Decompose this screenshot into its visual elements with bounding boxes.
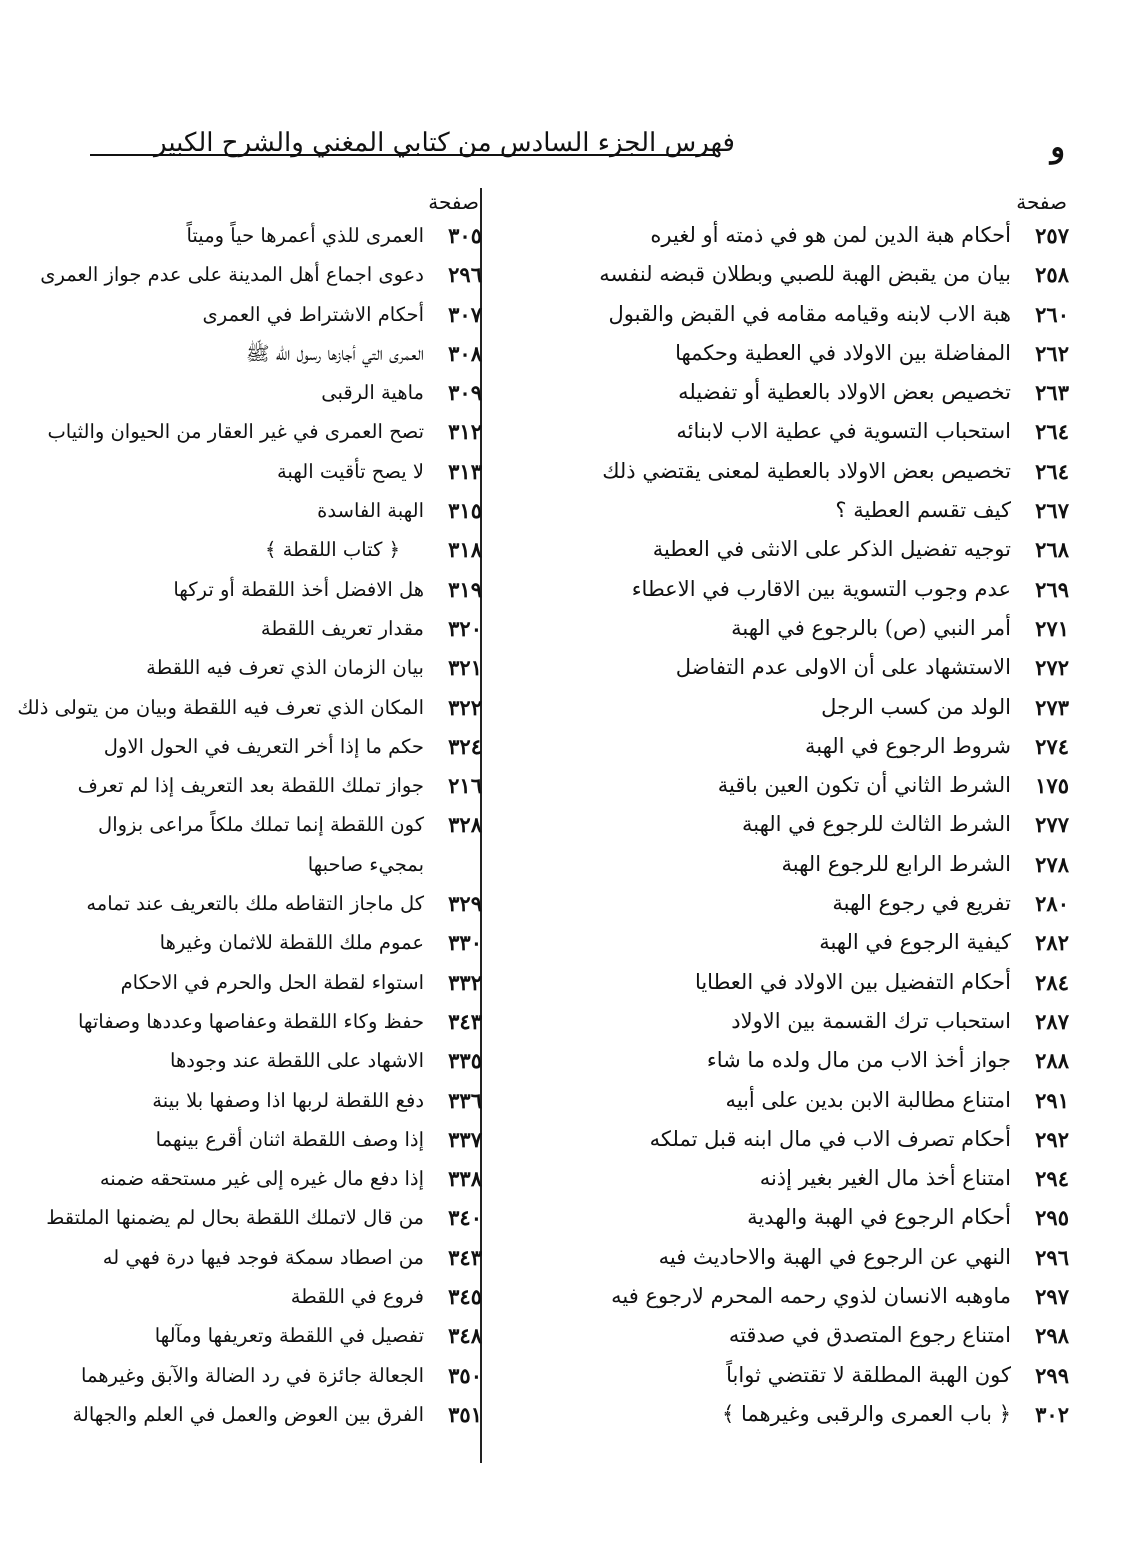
entry-title: تخصيص بعض الاولاد بالعطية لمعنى يقتضي ذلك (602, 458, 1011, 483)
entry-title: كل ماجاز التقاطه ملك بالتعريف عند تمامه (86, 892, 424, 916)
entry-title: جواز تملك اللقطة بعد التعريف إذا لم تعرف (77, 774, 424, 798)
entry-title: استحباب ترك القسمة بين الاولاد (731, 1008, 1011, 1033)
entry-title: مقدار تعريف اللقطة (260, 616, 424, 640)
entry-page-number: ٢٨٠ (1035, 891, 1069, 917)
entry-title: بمجيء صاحبها (307, 852, 424, 876)
index-entry (489, 295, 1069, 334)
index-entry (489, 1356, 1069, 1395)
entry-title: استحباب التسوية في عطية الاب لابنائه (676, 419, 1011, 444)
entry-title: الفرق بين العوض والعمل في العلم والجهالة (72, 1402, 424, 1426)
entry-page-number: ٢٨٤ (1035, 969, 1069, 995)
entry-title: تصح العمرى في غير العقار من الحيوان والثياب (47, 420, 424, 444)
index-entry (62, 1277, 482, 1316)
entry-title: كون الهبة المطلقة لا تقتضي ثواباً (726, 1362, 1011, 1387)
entry-page-number: ٣٤٨ (448, 1323, 482, 1349)
entry-page-number: ٣٥١ (448, 1401, 482, 1427)
index-entry (489, 963, 1069, 1002)
entry-title: تفصيل في اللقطة وتعريفها ومآلها (154, 1324, 424, 1348)
entry-title: إذا دفع مال غيره إلى غير مستحقه ضمنه (99, 1167, 424, 1191)
index-entry (62, 923, 482, 962)
index-entry (489, 1120, 1069, 1159)
index-entry (489, 727, 1069, 766)
entry-page-number: ٢٩٦ (448, 262, 482, 288)
entry-title: العمرى التي أجازها رسول الله ﷺ (246, 341, 424, 365)
section-heading: ﴿ كتاب اللقطة ﴾ (264, 538, 400, 562)
entry-page-number: ٣١٣ (448, 458, 482, 484)
entry-title: توجيه تفضيل الذكر على الانثى في العطية (652, 537, 1011, 562)
entry-page-number: ٢٧٣ (1035, 694, 1069, 720)
entry-title: من اصطاد سمكة فوجد فيها درة فهي له (102, 1245, 424, 1269)
entry-page-number: ٢٨٨ (1035, 1048, 1069, 1074)
index-entry (489, 923, 1069, 962)
entry-page-number: ٢٦٨ (1035, 537, 1069, 563)
entry-page-number: ٣٠٢ (1035, 1401, 1069, 1427)
entry-page-number: ٣٤٣ (448, 1244, 482, 1270)
entry-page-number: ٢٩٦ (1035, 1244, 1069, 1270)
index-entry (62, 1002, 482, 1041)
page-title: فهرس الجزء السادس من كتابي المغني والشرح الكبير (153, 128, 735, 158)
entry-page-number: ٢٨٢ (1035, 930, 1069, 956)
entry-title: شروط الرجوع في الهبة (804, 733, 1011, 758)
entry-title: امتناع رجوع المتصدق في صدقته (728, 1323, 1011, 1348)
index-entry (489, 1081, 1069, 1120)
index-entry (62, 805, 482, 844)
entry-title: من قال لاتملك اللقطة بحال لم يضمنها الملتقط (46, 1206, 424, 1230)
entry-page-number: ٢٧٧ (1035, 812, 1069, 838)
left-column-entries (17, 216, 482, 1434)
entry-page-number: ٣١٢ (448, 419, 482, 445)
index-entry (489, 1159, 1069, 1198)
index-entry (46, 1198, 482, 1237)
header-rule (90, 154, 715, 156)
entry-title: ماهية الرقبى (321, 381, 424, 405)
index-entry (62, 1395, 482, 1434)
entry-page-number: ٣٢٤ (448, 733, 482, 759)
index-entry (489, 255, 1069, 294)
index-entry (40, 255, 482, 294)
index-entry (489, 1395, 1069, 1434)
entry-page-number: ٣٠٨ (448, 340, 482, 366)
index-entry (62, 1238, 482, 1277)
page-letter: و (1050, 130, 1065, 165)
entry-page-number: ٢٩٤ (1035, 1166, 1069, 1192)
index-entry (62, 295, 482, 334)
index-entry (489, 412, 1069, 451)
entry-title: إذا وصف اللقطة اثنان أقرع بينهما (155, 1127, 424, 1151)
entry-title: الولد من كسب الرجل (821, 694, 1011, 719)
index-entry (489, 216, 1069, 255)
entry-title: تخصيص بعض الاولاد بالعطية أو تفضيله (678, 380, 1011, 405)
entry-page-number: ٣١٥ (448, 498, 482, 524)
entry-title: النهي عن الرجوع في الهبة والاحاديث فيه (658, 1244, 1011, 1269)
page-header (90, 128, 1065, 168)
entry-page-number: ٢٦٤ (1035, 458, 1069, 484)
index-entry (62, 530, 482, 569)
entry-title: حفظ وكاء اللقطة وعفاصها وعددها وصفاتها (77, 1009, 424, 1033)
entry-title: لا يصح تأقيت الهبة (276, 459, 424, 483)
index-entry (489, 688, 1069, 727)
entry-page-number: ٣٥٠ (448, 1362, 482, 1388)
entry-page-number: ٢٦٧ (1035, 498, 1069, 524)
entry-title: المكان الذي تعرف فيه اللقطة وبيان من يتولى ذلك (17, 695, 424, 719)
entry-page-number: ٣٤٣ (448, 1008, 482, 1034)
index-entry (489, 648, 1069, 687)
entry-title: الاشهاد على اللقطة عند وجودها (170, 1049, 424, 1073)
index-entry (62, 216, 482, 255)
entry-page-number: ٣٢٢ (448, 694, 482, 720)
entry-title: أحكام الاشتراط في العمرى (202, 302, 424, 326)
entry-title: كيفية الرجوع في الهبة (819, 930, 1011, 955)
entry-page-number: ٣٣٦ (448, 1087, 482, 1113)
entry-page-number: ٢٦٢ (1035, 340, 1069, 366)
entry-title: بيان الزمان الذي تعرف فيه اللقطة (146, 656, 424, 680)
entry-title: المفاضلة بين الاولاد في العطية وحكمها (675, 340, 1011, 365)
entry-page-number: ٢٦٣ (1035, 380, 1069, 406)
index-entry (489, 491, 1069, 530)
index-entry (62, 373, 482, 412)
index-entry (489, 1002, 1069, 1041)
entry-page-number: ٣٣٠ (448, 930, 482, 956)
entry-page-number: ٢٩٨ (1035, 1323, 1069, 1349)
entry-title: أحكام هبة الدين لمن هو في ذمته أو لغيره (650, 223, 1011, 247)
index-entry (62, 845, 482, 884)
entry-page-number: ٢٩١ (1035, 1087, 1069, 1113)
entry-page-number: ٣٣٨ (448, 1166, 482, 1192)
index-entry (62, 1081, 482, 1120)
index-entry (489, 1041, 1069, 1080)
index-entry (489, 334, 1069, 373)
index-entry (62, 1356, 482, 1395)
entry-title: بيان من يقبض الهبة للصبي وبطلان قبضه لنفسه (599, 262, 1011, 287)
index-entry (62, 766, 482, 805)
entry-page-number: ٢٧٨ (1035, 851, 1069, 877)
left-column-heading: صفحة (428, 190, 479, 214)
entry-title: أحكام التفضيل بين الاولاد في العطايا (694, 969, 1011, 994)
entry-page-number: ٣٢٠ (448, 615, 482, 641)
index-entry (489, 530, 1069, 569)
index-entry (489, 1238, 1069, 1277)
index-entry (62, 570, 482, 609)
entry-title: أحكام تصرف الاب في مال ابنه قبل تملكه (649, 1126, 1011, 1151)
entry-title: عموم ملك اللقطة للاثمان وغيرها (159, 931, 424, 955)
entry-page-number: ٢٩٧ (1035, 1284, 1069, 1310)
entry-title: الجعالة جائزة في رد الضالة والآبق وغيرهما (81, 1363, 424, 1387)
index-entry (489, 609, 1069, 648)
entry-page-number: ٣٢١ (448, 655, 482, 681)
entry-title: دفع اللقطة لربها اذا وصفها بلا بينة (152, 1088, 424, 1112)
index-entry (62, 609, 482, 648)
entry-title: كيف تقسم العطية ؟ (835, 498, 1011, 523)
entry-title: العمرى للذي أعمرها حياً وميتاً (186, 224, 424, 247)
entry-title: دعوى اجماع أهل المدينة على عدم جواز العمرى (40, 263, 424, 287)
entry-page-number: ٣٤٥ (448, 1284, 482, 1310)
index-entry (17, 688, 482, 727)
entry-page-number: ٣٠٥ (448, 223, 482, 248)
entry-title: ﴿ باب العمرى والرقبى وغيرهما ﴾ (721, 1401, 1011, 1426)
entry-page-number: ٢٥٨ (1035, 262, 1069, 288)
entry-title: الشرط الثاني أن تكون العين باقية (717, 773, 1011, 798)
entry-title: ماوهبه الانسان لذوي رحمه المحرم لارجوع فيه (611, 1284, 1011, 1309)
entry-title: الشرط الرابع للرجوع الهبة (781, 851, 1011, 876)
entry-title: هل الافضل أخذ اللقطة أو تركها (173, 577, 424, 601)
entry-page-number: ٣٠٧ (448, 301, 482, 327)
index-entry (47, 412, 482, 451)
entry-page-number: ٣٠٩ (448, 380, 482, 406)
right-column-entries (489, 216, 1069, 1434)
index-entry (62, 1120, 482, 1159)
index-entry (62, 1159, 482, 1198)
entry-page-number: ٣٣٢ (448, 969, 482, 995)
entry-page-number: ٢٨٧ (1035, 1008, 1069, 1034)
entry-page-number: ٢٩٥ (1035, 1205, 1069, 1231)
index-entry (62, 1316, 482, 1355)
entry-page-number: ٣١٨ (448, 537, 482, 563)
index-entry (489, 452, 1069, 491)
entry-page-number: ٣٢٨ (448, 812, 482, 838)
entry-page-number: ٣٣٧ (448, 1126, 482, 1152)
entry-title: فروع في اللقطة (290, 1285, 424, 1309)
index-entry (62, 334, 482, 373)
index-entry (489, 805, 1069, 844)
index-entry (489, 570, 1069, 609)
index-entry (489, 884, 1069, 923)
entry-page-number: ٢١٦ (448, 773, 482, 799)
entry-title: امتناع أخذ مال الغير بغير إذنه (759, 1166, 1011, 1191)
index-entry (489, 373, 1069, 412)
entry-title: أحكام الرجوع في الهبة والهدية (747, 1205, 1011, 1230)
entry-title: الاستشهاد على أن الاولى عدم التفاضل (675, 655, 1011, 680)
entry-title: أمر النبي (ص) بالرجوع في الهبة (731, 615, 1011, 640)
entry-title: كون اللقطة إنما تملك ملكاً مراعى بزوال (98, 813, 424, 837)
entry-page-number: ٣٢٩ (448, 891, 482, 917)
entry-page-number: ٢٦٤ (1035, 419, 1069, 445)
entry-page-number: ٢٧٢ (1035, 655, 1069, 681)
index-entry (62, 491, 482, 530)
entry-title: استواء لقطة الحل والحرم في الاحكام (120, 970, 424, 994)
entry-title: عدم وجوب التسوية بين الاقارب في الاعطاء (631, 576, 1011, 601)
entry-title: الهبة الفاسدة (317, 499, 424, 523)
index-entry (62, 727, 482, 766)
entry-title: تفريع في رجوع الهبة (832, 891, 1011, 916)
index-entry (62, 884, 482, 923)
index-entry (489, 766, 1069, 805)
entry-title: امتناع مطالبة الابن بدين على أبيه (725, 1087, 1011, 1112)
entry-page-number: ٢٧١ (1035, 615, 1069, 641)
entry-page-number: ٢٧٤ (1035, 733, 1069, 759)
entry-page-number: ٣١٩ (448, 576, 482, 602)
index-entry (489, 1277, 1069, 1316)
entry-page-number: ٣٣٥ (448, 1048, 482, 1074)
entry-page-number: ٢٦٩ (1035, 576, 1069, 602)
index-entry (62, 452, 482, 491)
index-entry (62, 648, 482, 687)
index-entry (489, 1316, 1069, 1355)
entry-title: جواز أخذ الاب من مال ولده ما شاء (706, 1048, 1011, 1073)
entry-title: الشرط الثالث للرجوع في الهبة (741, 812, 1011, 837)
entry-page-number: ١٧٥ (1035, 773, 1069, 799)
index-entry (62, 1041, 482, 1080)
index-entry (489, 845, 1069, 884)
entry-page-number: ٢٩٩ (1035, 1362, 1069, 1388)
entry-page-number: ٢٩٢ (1035, 1126, 1069, 1152)
entry-title: هبة الاب لابنه وقيامه مقامه في القبض والقبول (608, 301, 1011, 326)
index-entry (62, 963, 482, 1002)
index-entry (489, 1198, 1069, 1237)
entry-title: حكم ما إذا أخر التعريف في الحول الاول (103, 734, 424, 758)
entry-page-number: ٢٦٠ (1035, 301, 1069, 327)
entry-page-number: ٢٥٧ (1035, 223, 1069, 248)
right-column-heading: صفحة (1016, 190, 1067, 214)
entry-page-number: ٣٤٠ (448, 1205, 482, 1231)
